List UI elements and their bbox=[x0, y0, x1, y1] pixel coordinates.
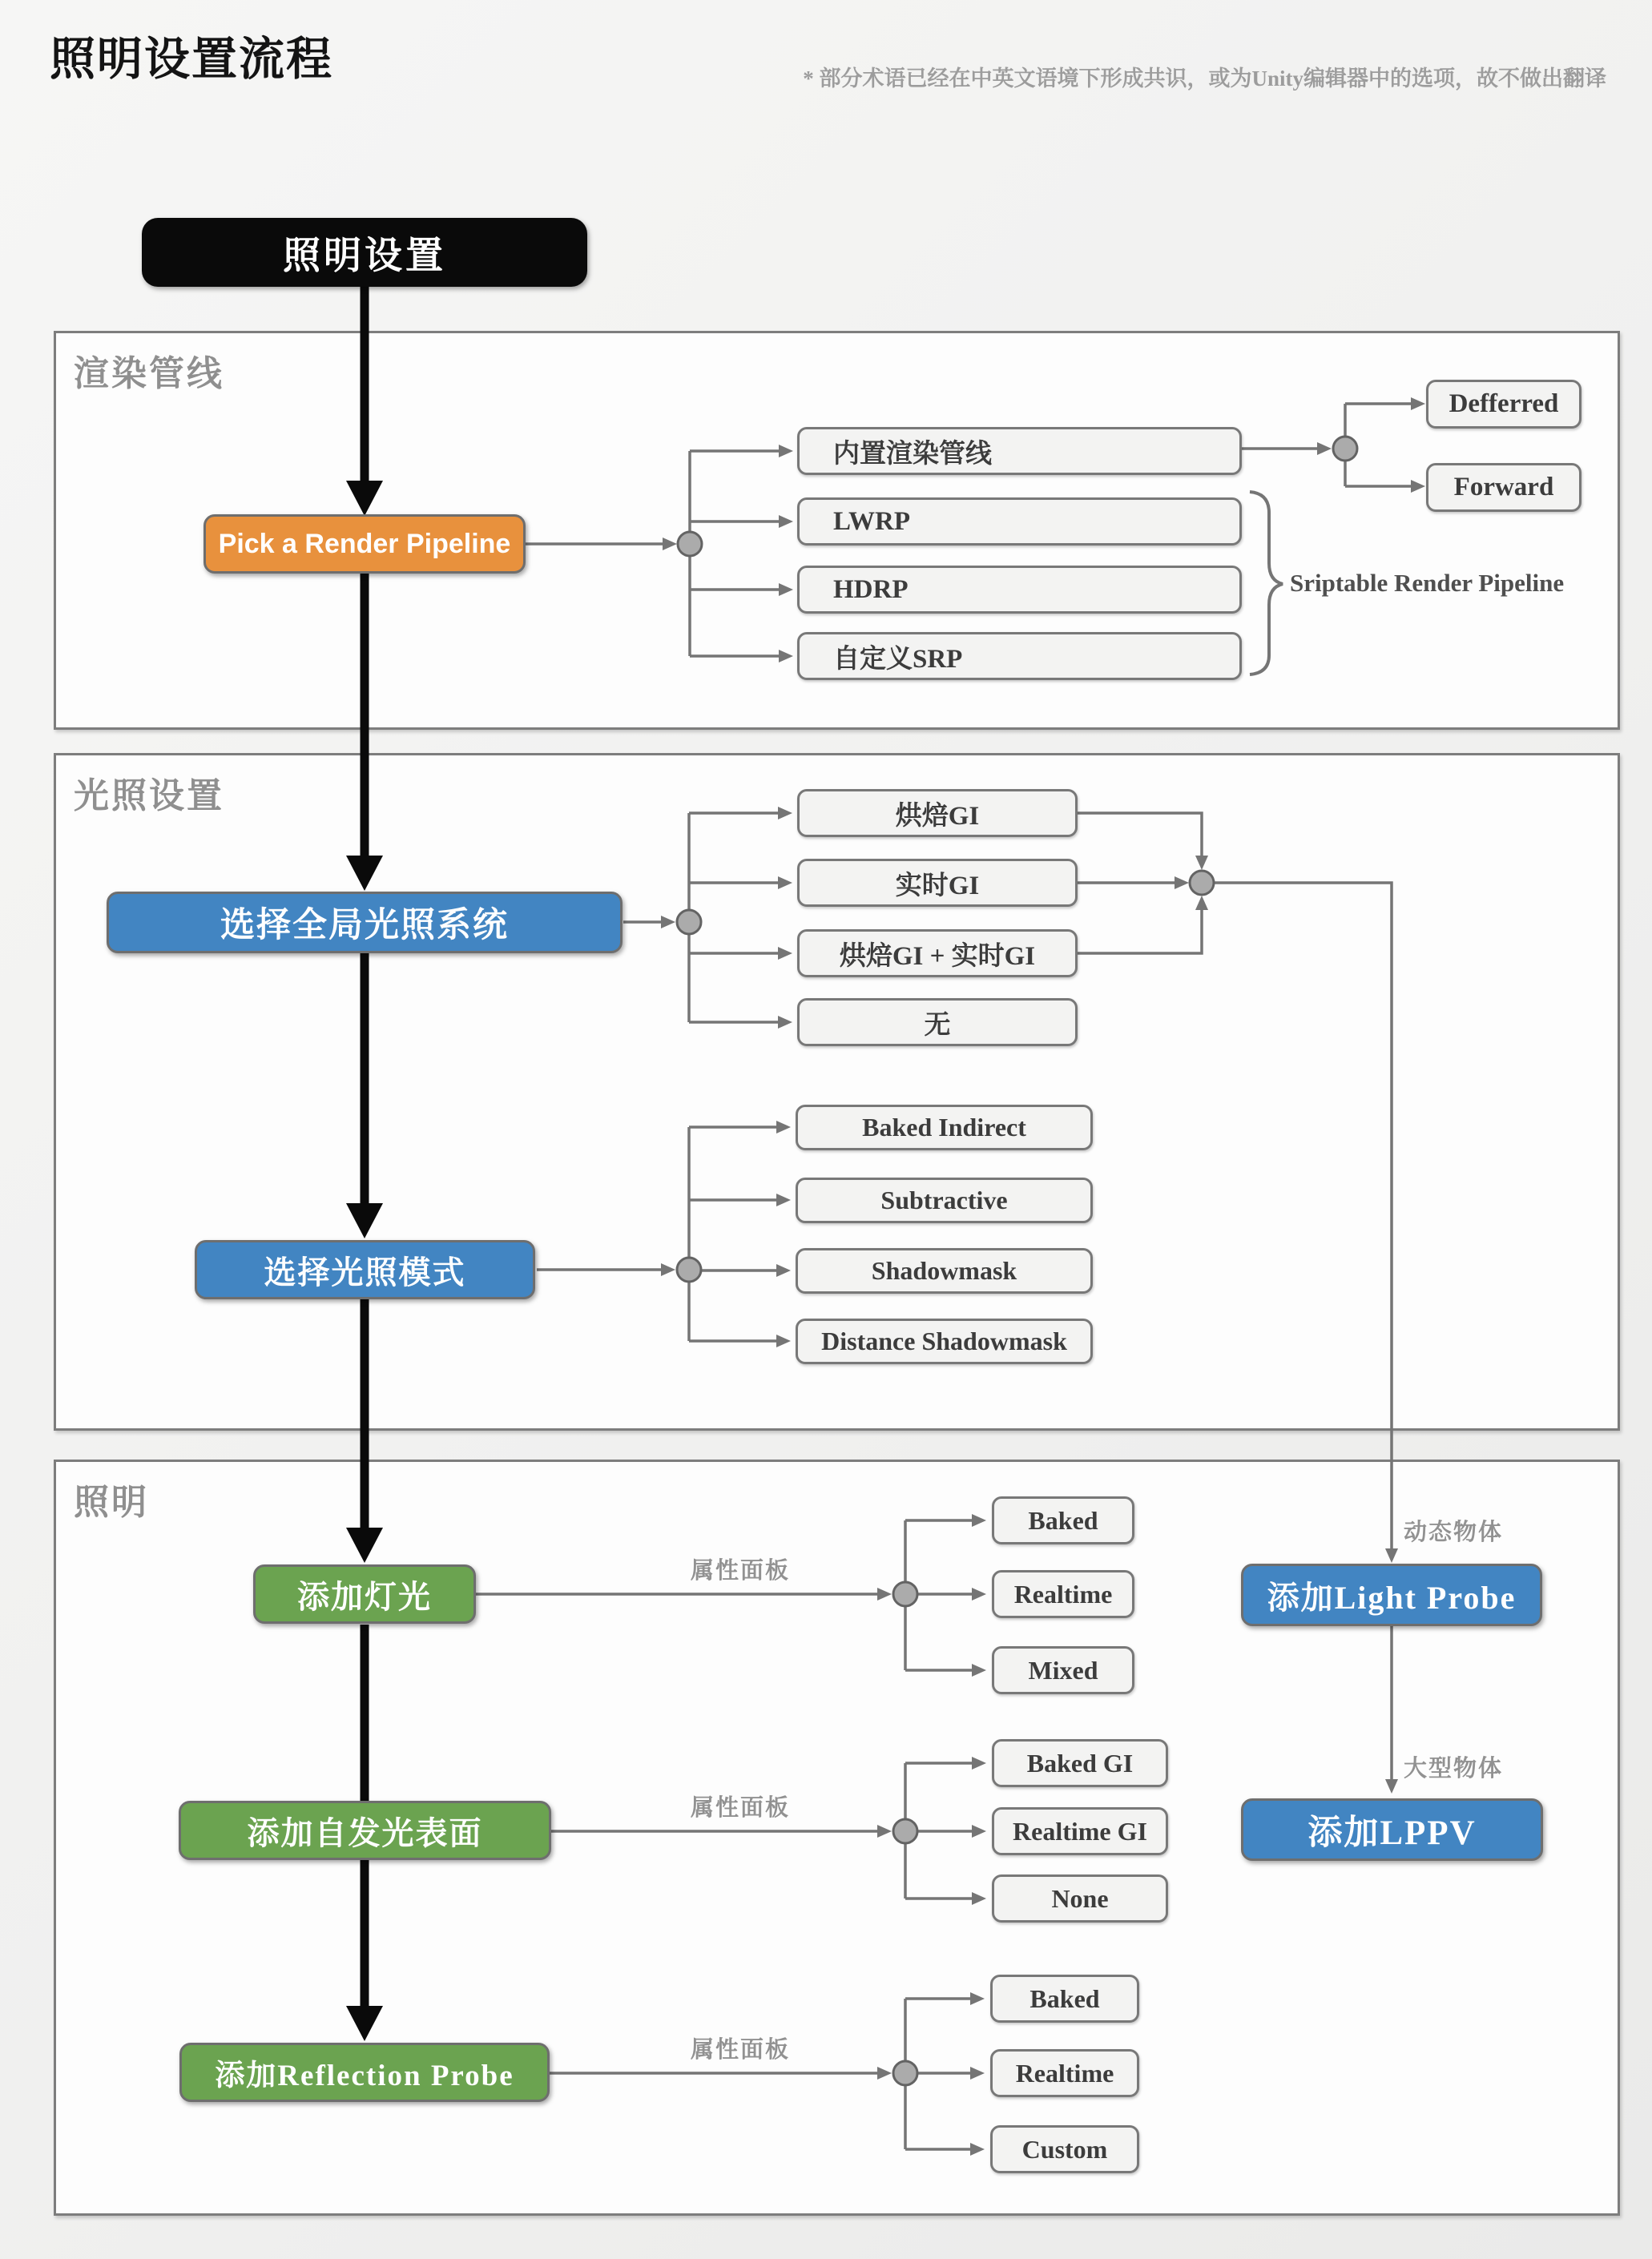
option-emissive-none: None bbox=[992, 1874, 1168, 1923]
node-pick-render-pipeline: Pick a Render Pipeline bbox=[203, 514, 526, 574]
option-reflection-custom: Custom bbox=[990, 2125, 1139, 2173]
option-custom-srp: 自定义SRP bbox=[797, 632, 1242, 680]
node-add-lppv: 添加LPPV bbox=[1241, 1798, 1543, 1861]
node-add-light-probe: 添加Light Probe bbox=[1241, 1564, 1542, 1626]
edge-label-properties-panel-2: 属性面板 bbox=[691, 1795, 791, 1821]
option-reflection-baked: Baked bbox=[990, 1975, 1139, 2023]
node-choose-gi-system: 选择全局光照系统 bbox=[107, 892, 623, 953]
option-baked-indirect: Baked Indirect bbox=[796, 1105, 1093, 1150]
option-forward: Forward bbox=[1426, 463, 1581, 512]
edge-label-large-objects: 大型物体 bbox=[1404, 1756, 1504, 1782]
edge-label-properties-panel-1: 属性面板 bbox=[691, 1558, 791, 1584]
section-label-render-pipeline: 渲染管线 bbox=[74, 354, 224, 393]
edge-label-properties-panel-3: 属性面板 bbox=[691, 2037, 791, 2063]
option-subtractive: Subtractive bbox=[796, 1178, 1093, 1223]
section-label-illumination: 照明 bbox=[74, 1483, 149, 1522]
label-scriptable-render-pipeline: Sriptable Render Pipeline bbox=[1290, 569, 1565, 597]
section-label-lighting-settings: 光照设置 bbox=[74, 776, 224, 815]
node-lighting-setup-root: 照明设置 bbox=[142, 218, 587, 287]
option-light-realtime: Realtime bbox=[992, 1570, 1134, 1618]
option-no-gi: 无 bbox=[797, 998, 1078, 1046]
option-distance-shadowmask: Distance Shadowmask bbox=[796, 1319, 1093, 1364]
option-builtin-render-pipeline: 内置渲染管线 bbox=[797, 427, 1242, 475]
option-shadowmask: Shadowmask bbox=[796, 1248, 1093, 1294]
node-choose-lighting-mode: 选择光照模式 bbox=[195, 1240, 535, 1299]
option-baked-gi: 烘焙GI bbox=[797, 789, 1078, 837]
option-light-baked: Baked bbox=[992, 1496, 1134, 1544]
option-light-mixed: Mixed bbox=[992, 1646, 1134, 1694]
option-hdrp: HDRP bbox=[797, 566, 1242, 614]
page-title: 照明设置流程 bbox=[50, 34, 333, 85]
option-emissive-baked-gi: Baked GI bbox=[992, 1739, 1168, 1787]
node-add-light: 添加灯光 bbox=[253, 1564, 476, 1624]
node-add-reflection-probe: 添加Reflection Probe bbox=[179, 2043, 550, 2102]
node-add-emissive-surface: 添加自发光表面 bbox=[179, 1801, 551, 1860]
option-reflection-realtime: Realtime bbox=[990, 2049, 1139, 2097]
edge-label-dynamic-objects: 动态物体 bbox=[1404, 1520, 1504, 1545]
option-realtime-gi: 实时GI bbox=[797, 859, 1078, 907]
option-lwrp: LWRP bbox=[797, 497, 1242, 546]
option-deferred: Defferred bbox=[1426, 380, 1581, 429]
page-note: * 部分术语已经在中英文语境下形成共识，或为Unity编辑器中的选项，故不做出翻译 bbox=[803, 66, 1606, 91]
option-emissive-realtime-gi: Realtime GI bbox=[992, 1807, 1168, 1855]
option-baked-plus-realtime-gi: 烘焙GI + 实时GI bbox=[797, 929, 1078, 977]
